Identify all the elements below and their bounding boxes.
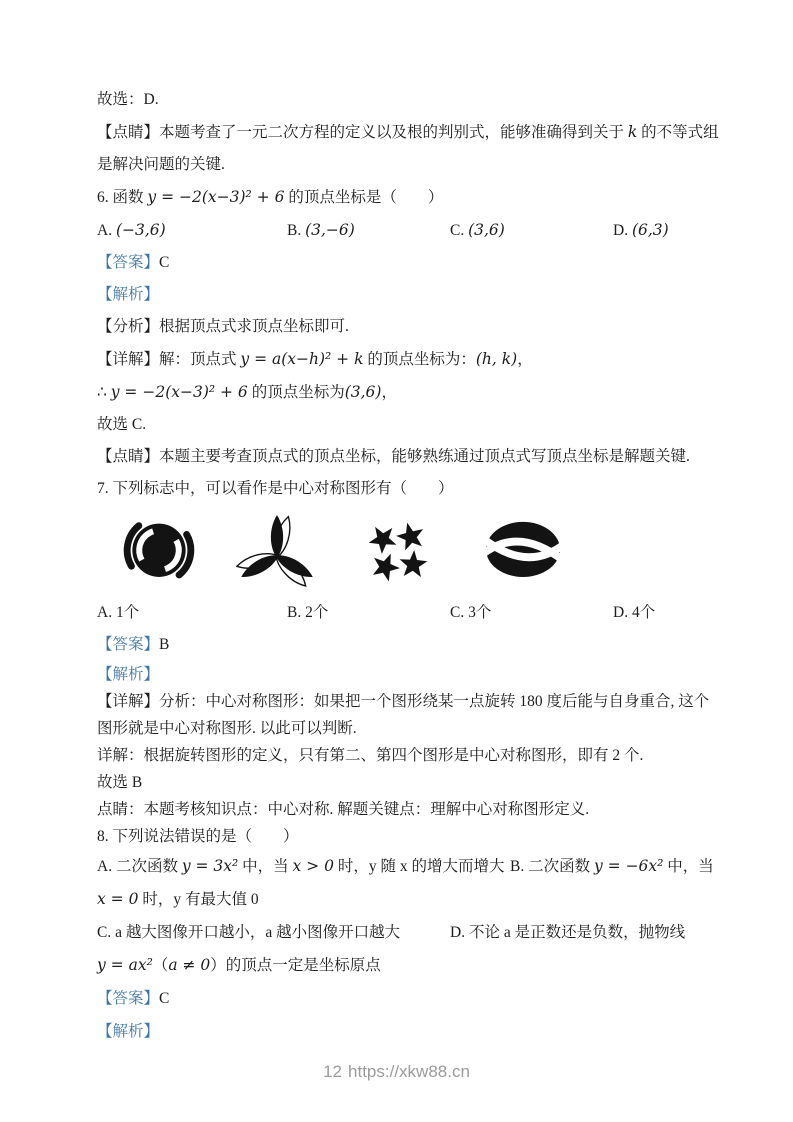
q6-answer-label: 【答案】C [97,254,170,271]
q6-fenxi-line: 【分析】根据顶点式求顶点坐标即可. [97,318,349,335]
q7-option-c: C. 3个 [450,604,492,621]
q6-option-c: C. (3,6) [450,221,505,239]
double-crescent-logo-icon [471,509,575,595]
q7-dianjing-line: 点睛：本题考核知识点：中心对称. 解题关键点：理解中心对称图形定义. [97,801,590,818]
q8-option-b-part1: B. 二次函数 y = −6x² 中，当 [510,857,714,875]
q5-note-line1: 【点睛】本题考查了一元二次方程的定义以及根的判别式，能够准确得到关于 k 的不等式组 [97,123,719,141]
q7-analysis-label: 【解析】 [97,666,160,683]
q8-analysis-label: 【解析】 [97,1023,160,1040]
q8-option-c: C. a 越大图像开口越小，a 越小图像开口越大 [97,924,401,941]
q5-conclusion: 故选：D. [97,91,159,108]
q7-option-b: B. 2个 [287,604,329,621]
q7-detail-line1: 【详解】分析：中心对称图形：如果把一个图形绕某一点旋转 180 度后能与自身重合, 这个 [97,693,710,710]
q7-conclusion: 故选 B [97,774,143,791]
q6-detail-line2: ∴ y = −2(x−3)² + 6 的顶点坐标为(3,6)， [97,383,397,401]
q8-option-a: A. 二次函数 y = 3x² 中，当 x > 0 时，y 随 x 的增大而增大 [97,857,505,875]
q8-option-b-part2: x = 0 时，y 有最大值 0 [97,890,259,908]
swirl-logo-icon [107,509,211,595]
q6-stem: 6. 函数 y = −2(x−3)² + 6 的顶点坐标是（ ） [97,188,444,206]
q6-option-d: D. (6,3) [613,221,669,239]
page-content [97,84,719,1048]
q7-stem: 7. 下列标志中，可以看作是中心对称图形有（ ） [97,480,454,497]
q6-options-row [97,214,701,247]
q8-stem: 8. 下列说法错误的是（ ） [97,828,299,845]
q7-explanation-block [97,661,710,850]
footer-url: https://xkw88.cn [348,1062,470,1081]
four-stars-logo-icon [342,509,454,595]
q8-option-d-part1: D. 不论 a 是正数还是负数，抛物线 [450,924,686,941]
page-number: 12 [323,1062,343,1081]
q7-options-row [97,597,701,629]
q6-option-a: A. (−3,6) [97,221,166,239]
q7-detail-line2: 图形就是中心对称图形. 以此可以判断. [97,720,357,737]
q8-options-cd-line1 [97,916,701,949]
q8-options-block [97,850,714,1048]
q7-logo-row [107,509,575,595]
q6-analysis-label: 【解析】 [97,286,160,303]
q7-answer-label: 【答案】B [97,636,170,653]
q7-detail-line3: 详解：根据旋转图形的定义，只有第二、第四个图形是中心对称图形，即有 2 个. [97,747,644,764]
q6-option-b: B. (3,−6) [287,221,355,239]
q5-note-line2: 是解决问题的关键. [97,156,225,173]
q8-option-d-part2: y = ax²（a ≠ 0）的顶点一定是坐标原点 [97,956,381,974]
q8-options-ab-line1 [97,850,714,883]
q6-dianjing-line: 【点睛】本题主要考查顶点式的顶点坐标，能够熟练通过顶点式写顶点坐标是解题关键. [97,448,690,465]
trefoil-petal-logo-icon [228,509,326,595]
q7-option-d: D. 4个 [613,604,656,621]
q6-conclusion: 故选 C. [97,416,147,433]
page-footer [0,1062,793,1082]
q8-answer-label: 【答案】C [97,990,170,1007]
q6-detail-line1: 【详解】解：顶点式 y = a(x−h)² + k 的顶点坐标为：(h, k)， [97,350,533,368]
q7-option-a: A. 1个 [97,604,140,621]
